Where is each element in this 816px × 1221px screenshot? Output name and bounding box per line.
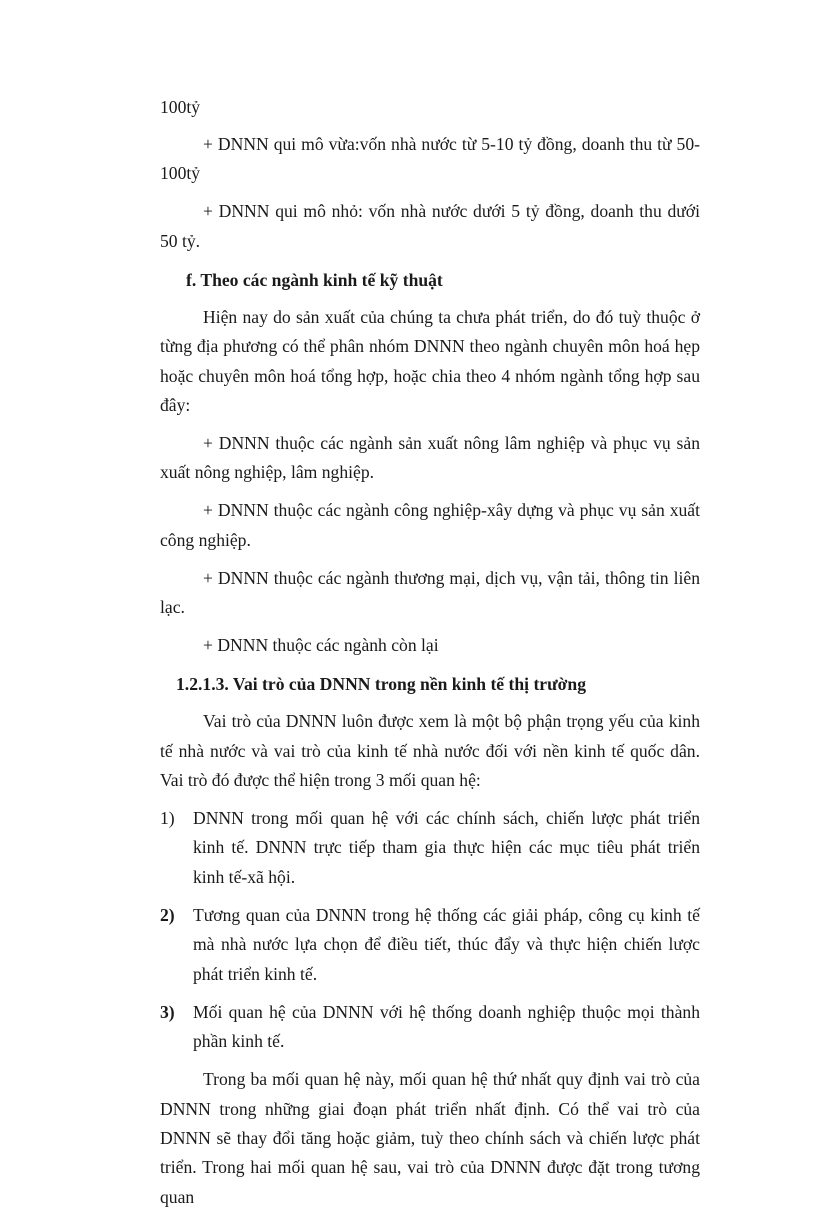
section-heading-f: f. Theo các ngành kinh tế kỹ thuật — [186, 269, 443, 290]
list-text: Tương quan của DNNN trong hệ thống các giải pháp, công cụ kinh tế mà nhà nước lựa chọn để điều tiết, thúc đẩy và thực hiện chiến lược phát triển kinh tế. — [193, 904, 700, 984]
size-item-medium: + DNNN qui mô vừa:vốn nhà nước từ 5-10 tỷ đồng, doanh thu từ 50-100tỷ — [160, 134, 700, 184]
list-number: 1) — [160, 808, 175, 829]
sector-item-industry: + DNNN thuộc các ngành công nghiệp-xây dựng và phục vụ sản xuất công nghiệp. — [160, 500, 700, 550]
sector-item-services: + DNNN thuộc các ngành thương mại, dịch vụ, vận tải, thông tin liên lạc. — [160, 567, 700, 618]
document-page — [160, 92, 700, 1221]
relations-list — [160, 804, 700, 1056]
sector-item-agriculture: + DNNN thuộc các ngành sản xuất nông lâm nghiệp và phục vụ sản xuất nông nghiệp, lâm nghiệp. — [160, 433, 700, 483]
list-text: Mối quan hệ của DNNN với hệ thống doanh nghiệp thuộc mọi thành phần kinh tế. — [193, 1001, 700, 1052]
continuation-fragment: 100tỷ — [160, 97, 201, 117]
list-item — [160, 901, 700, 989]
paragraph-sector-intro: Hiện nay do sản xuất của chúng ta chưa phát triển, do đó tuỳ thuộc ở từng địa phương có thể phân nhóm DNNN theo ngành chuyên môn hoá hẹp hoặc chuyên môn hoá tổng hợp, hoặc chia theo 4 nhóm ngành tổng hợp sau đây: — [160, 306, 700, 416]
paragraph-conclusion: Trong ba mối quan hệ này, mối quan hệ thứ nhất quy định vai trò của DNNN trong những giai đoạn phát triển nhất định. Có thể vai trò của DNNN sẽ thay đổi tăng hoặc giảm, tuỳ theo chính sách và chiến lược phát triển. Trong hai mối quan hệ sau, vai trò của DNNN được đặt trong tương quan — [160, 1069, 700, 1207]
list-number: 2) — [160, 904, 175, 925]
list-text: DNNN trong mối quan hệ với các chính sách, chiến lược phát triển kinh tế. DNNN trực tiếp tham gia thực hiện các mục tiêu phát triển kinh tế-xã hội. — [193, 808, 700, 887]
list-number: 3) — [160, 1001, 175, 1022]
list-item — [160, 998, 700, 1057]
section-heading-role: 1.2.1.3. Vai trò của DNNN trong nền kinh tế thị trường — [176, 674, 586, 695]
paragraph-role-intro: Vai trò của DNNN luôn được xem là một bộ phận trọng yếu của kinh tế nhà nước và vai trò của kinh tế nhà nước đối với nền kinh tế quốc dân. Vai trò đó được thể hiện trong 3 mối quan hệ: — [160, 711, 700, 791]
sector-item-others: + DNNN thuộc các ngành còn lại — [203, 635, 439, 656]
list-item — [160, 804, 700, 892]
size-item-small: + DNNN qui mô nhỏ: vốn nhà nước dưới 5 tỷ đồng, doanh thu dưới 50 tỷ. — [160, 201, 700, 251]
